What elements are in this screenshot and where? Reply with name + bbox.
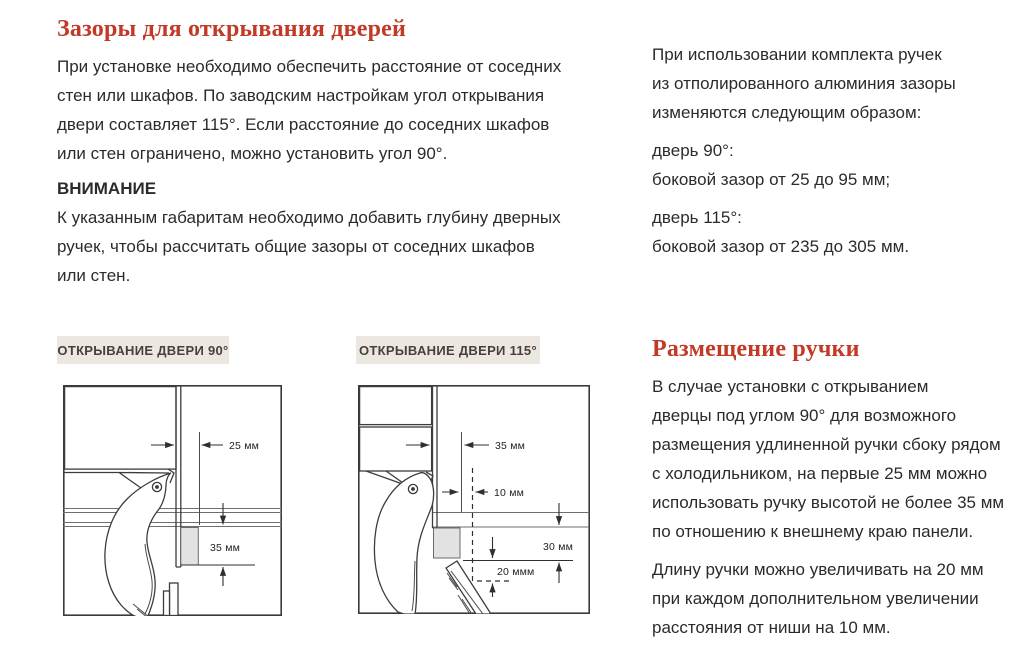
clearances-section xyxy=(57,14,561,290)
dimension-text: 30 мм xyxy=(543,541,574,553)
dimension-text: 35 мм xyxy=(210,542,241,554)
intro-paragraph xyxy=(57,52,561,168)
warning-paragraph xyxy=(57,203,561,290)
handle-placement-section xyxy=(652,334,1004,642)
handle-line: использовать ручку высотой не более 35 мм xyxy=(652,493,1005,512)
note-line: При использовании комплекта ручек xyxy=(652,45,942,64)
warning-line: ручек, чтобы рассчитать общие зазоры от соседних шкафов xyxy=(57,237,535,256)
clearance-block xyxy=(434,528,461,558)
cabinet xyxy=(65,387,176,470)
warning-title: ВНИМАНИЕ xyxy=(57,179,157,198)
door90-label: дверь 90°: xyxy=(652,141,734,160)
extension-line: Длину ручки можно увеличивать на 20 мм xyxy=(652,560,984,579)
dimension-text: 20 ммм xyxy=(497,566,535,578)
note-line: изменяются следующим образом: xyxy=(652,103,922,122)
door115-spec xyxy=(652,203,956,261)
handles-note-section xyxy=(652,40,956,261)
hinge-screw-center xyxy=(411,487,415,491)
handles-note-paragraph xyxy=(652,40,956,127)
diagram-label-door-115: ОТКРЫВАНИЕ ДВЕРИ 115° xyxy=(356,336,540,364)
door-115-diagram xyxy=(358,385,590,614)
page-title: Зазоры для открывания дверей xyxy=(57,16,407,42)
handle-line: по отношению к внешнему краю панели. xyxy=(652,522,974,541)
warning-line: К указанным габаритам необходимо добавить глубину дверных xyxy=(57,208,561,227)
door115-label: дверь 115°: xyxy=(652,208,742,227)
intro-line: стен или шкафов. По заводским настройкам угол открывания xyxy=(57,86,545,105)
door-90-diagram xyxy=(63,385,282,616)
dimension-text: 10 мм xyxy=(494,487,525,499)
handle-placement-title: Размещение ручки xyxy=(652,336,860,362)
handle-extension-paragraph xyxy=(652,555,1004,642)
handle-line: размещения удлиненной ручки сбоку рядом xyxy=(652,435,1001,454)
warning-line: или стен. xyxy=(57,266,131,285)
intro-line: или стен ограничено, можно установить угол 90°. xyxy=(57,144,448,163)
extension-line: расстояния от ниши на 10 мм. xyxy=(652,618,891,637)
diagram-label-door-90: ОТКРЫВАНИЕ ДВЕРИ 90° xyxy=(57,336,229,364)
dimension-text: 25 мм xyxy=(229,440,260,452)
handle-line: дверцы под углом 90° для возможного xyxy=(652,406,957,425)
door90-spec xyxy=(652,136,956,194)
door115-value: боковой зазор от 235 до 305 мм. xyxy=(652,237,910,256)
extension-line: при каждом дополнительном увеличении xyxy=(652,589,979,608)
cabinet-lower xyxy=(360,427,432,471)
handle-placement-paragraph xyxy=(652,372,1004,546)
door90-value: боковой зазор от 25 до 95 мм; xyxy=(652,170,891,189)
dimension-text: 35 мм xyxy=(495,440,526,452)
hinge-screw-center xyxy=(155,485,159,489)
note-line: из отполированного алюминия зазоры xyxy=(652,74,956,93)
intro-line: При установке необходимо обеспечить расстояние от соседних xyxy=(57,57,562,76)
handle-line: с холодильником, на первые 25 мм можно xyxy=(652,464,988,483)
cabinet-upper xyxy=(360,387,432,425)
clearance-block xyxy=(181,528,199,566)
intro-line: двери составляет 115°. Если расстояние до соседних шкафов xyxy=(57,115,550,134)
handle-line: В случае установки с открыванием xyxy=(652,377,929,396)
